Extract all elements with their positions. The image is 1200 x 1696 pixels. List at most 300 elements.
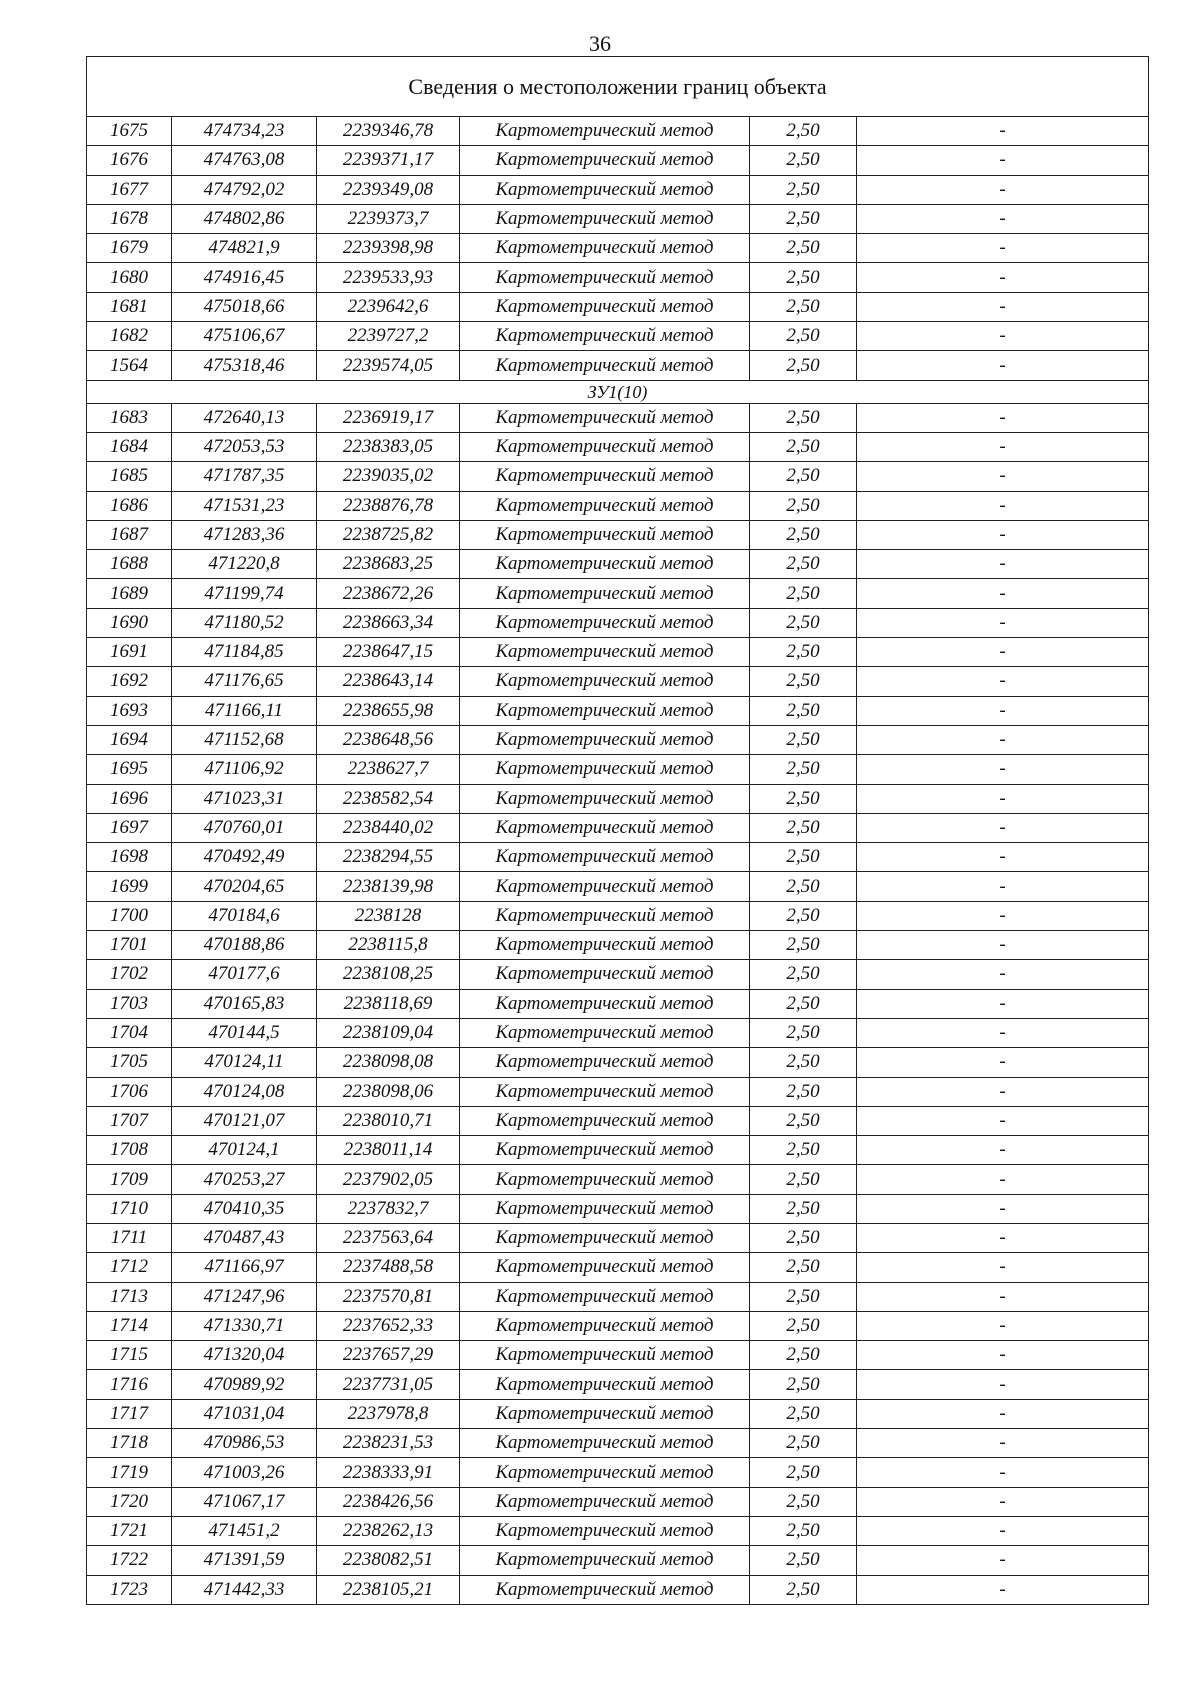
x-coordinate-cell: 471442,33 xyxy=(172,1575,317,1604)
y-coordinate-cell: 2238109,04 xyxy=(317,1018,460,1047)
table-row xyxy=(87,1311,1149,1340)
y-coordinate-cell: 2238128 xyxy=(317,901,460,930)
y-coordinate-cell: 2238663,34 xyxy=(317,608,460,637)
point-number-cell: 1692 xyxy=(87,667,172,696)
method-cell: Картометрический метод xyxy=(460,403,750,432)
y-coordinate-cell: 2238108,25 xyxy=(317,960,460,989)
description-cell: - xyxy=(857,989,1149,1018)
table-row xyxy=(87,901,1149,930)
point-number-cell: 1682 xyxy=(87,322,172,351)
table-row xyxy=(87,608,1149,637)
method-cell: Картометрический метод xyxy=(460,1311,750,1340)
x-coordinate-cell: 470124,08 xyxy=(172,1077,317,1106)
point-number-cell: 1687 xyxy=(87,520,172,549)
x-coordinate-cell: 471451,2 xyxy=(172,1516,317,1545)
accuracy-cell: 2,50 xyxy=(750,755,857,784)
point-number-cell: 1702 xyxy=(87,960,172,989)
point-number-cell: 1717 xyxy=(87,1399,172,1428)
x-coordinate-cell: 470253,27 xyxy=(172,1165,317,1194)
y-coordinate-cell: 2238105,21 xyxy=(317,1575,460,1604)
x-coordinate-cell: 470760,01 xyxy=(172,813,317,842)
x-coordinate-cell: 471166,11 xyxy=(172,696,317,725)
point-number-cell: 1693 xyxy=(87,696,172,725)
x-coordinate-cell: 470204,65 xyxy=(172,872,317,901)
x-coordinate-cell: 470121,07 xyxy=(172,1106,317,1135)
method-cell: Картометрический метод xyxy=(460,1399,750,1428)
description-cell: - xyxy=(857,1077,1149,1106)
method-cell: Картометрический метод xyxy=(460,351,750,380)
description-cell: - xyxy=(857,931,1149,960)
y-coordinate-cell: 2239398,98 xyxy=(317,234,460,263)
y-coordinate-cell: 2238118,69 xyxy=(317,989,460,1018)
table-row xyxy=(87,784,1149,813)
method-cell: Картометрический метод xyxy=(460,1282,750,1311)
accuracy-cell: 2,50 xyxy=(750,1223,857,1252)
method-cell: Картометрический метод xyxy=(460,1341,750,1370)
table-row xyxy=(87,813,1149,842)
accuracy-cell: 2,50 xyxy=(750,175,857,204)
table-row xyxy=(87,403,1149,432)
table-row xyxy=(87,1106,1149,1135)
accuracy-cell: 2,50 xyxy=(750,1429,857,1458)
accuracy-cell: 2,50 xyxy=(750,204,857,233)
method-cell: Картометрический метод xyxy=(460,1516,750,1545)
accuracy-cell: 2,50 xyxy=(750,872,857,901)
table-row xyxy=(87,520,1149,549)
table-row xyxy=(87,550,1149,579)
y-coordinate-cell: 2238426,56 xyxy=(317,1487,460,1516)
point-number-cell: 1699 xyxy=(87,872,172,901)
description-cell: - xyxy=(857,263,1149,292)
x-coordinate-cell: 470986,53 xyxy=(172,1429,317,1458)
section-label: ЗУ1(10) xyxy=(87,380,1149,403)
point-number-cell: 1705 xyxy=(87,1048,172,1077)
x-coordinate-cell: 475318,46 xyxy=(172,351,317,380)
x-coordinate-cell: 471067,17 xyxy=(172,1487,317,1516)
table-row xyxy=(87,1136,1149,1165)
description-cell: - xyxy=(857,1282,1149,1311)
accuracy-cell: 2,50 xyxy=(750,1575,857,1604)
point-number-cell: 1712 xyxy=(87,1253,172,1282)
description-cell: - xyxy=(857,1487,1149,1516)
method-cell: Картометрический метод xyxy=(460,931,750,960)
description-cell: - xyxy=(857,901,1149,930)
y-coordinate-cell: 2238115,8 xyxy=(317,931,460,960)
x-coordinate-cell: 470165,83 xyxy=(172,989,317,1018)
table-row xyxy=(87,989,1149,1018)
description-cell: - xyxy=(857,1516,1149,1545)
point-number-cell: 1708 xyxy=(87,1136,172,1165)
x-coordinate-cell: 474821,9 xyxy=(172,234,317,263)
point-number-cell: 1707 xyxy=(87,1106,172,1135)
accuracy-cell: 2,50 xyxy=(750,1458,857,1487)
accuracy-cell: 2,50 xyxy=(750,1546,857,1575)
x-coordinate-cell: 470989,92 xyxy=(172,1370,317,1399)
y-coordinate-cell: 2238010,71 xyxy=(317,1106,460,1135)
y-coordinate-cell: 2239574,05 xyxy=(317,351,460,380)
point-number-cell: 1675 xyxy=(87,117,172,146)
table-row xyxy=(87,872,1149,901)
table-row xyxy=(87,175,1149,204)
description-cell: - xyxy=(857,755,1149,784)
method-cell: Картометрический метод xyxy=(460,989,750,1018)
description-cell: - xyxy=(857,638,1149,667)
point-number-cell: 1685 xyxy=(87,462,172,491)
y-coordinate-cell: 2238672,26 xyxy=(317,579,460,608)
accuracy-cell: 2,50 xyxy=(750,784,857,813)
table-row xyxy=(87,579,1149,608)
description-cell: - xyxy=(857,696,1149,725)
point-number-cell: 1691 xyxy=(87,638,172,667)
table-body xyxy=(87,57,1149,1605)
description-cell: - xyxy=(857,1399,1149,1428)
table-row xyxy=(87,432,1149,461)
section-row xyxy=(87,380,1149,403)
table-row xyxy=(87,462,1149,491)
x-coordinate-cell: 471391,59 xyxy=(172,1546,317,1575)
accuracy-cell: 2,50 xyxy=(750,696,857,725)
y-coordinate-cell: 2238383,05 xyxy=(317,432,460,461)
accuracy-cell: 2,50 xyxy=(750,234,857,263)
boundary-coordinates-table xyxy=(86,56,1149,1605)
table-row xyxy=(87,1165,1149,1194)
x-coordinate-cell: 472640,13 xyxy=(172,403,317,432)
description-cell: - xyxy=(857,403,1149,432)
table-row xyxy=(87,931,1149,960)
y-coordinate-cell: 2237832,7 xyxy=(317,1194,460,1223)
accuracy-cell: 2,50 xyxy=(750,1194,857,1223)
y-coordinate-cell: 2237563,64 xyxy=(317,1223,460,1252)
table-row xyxy=(87,960,1149,989)
x-coordinate-cell: 471023,31 xyxy=(172,784,317,813)
description-cell: - xyxy=(857,520,1149,549)
table-row xyxy=(87,1018,1149,1047)
y-coordinate-cell: 2239035,02 xyxy=(317,462,460,491)
accuracy-cell: 2,50 xyxy=(750,1399,857,1428)
method-cell: Картометрический метод xyxy=(460,608,750,637)
y-coordinate-cell: 2238683,25 xyxy=(317,550,460,579)
method-cell: Картометрический метод xyxy=(460,1048,750,1077)
description-cell: - xyxy=(857,1311,1149,1340)
table-row xyxy=(87,1487,1149,1516)
point-number-cell: 1678 xyxy=(87,204,172,233)
point-number-cell: 1564 xyxy=(87,351,172,380)
x-coordinate-cell: 471003,26 xyxy=(172,1458,317,1487)
table-row xyxy=(87,292,1149,321)
accuracy-cell: 2,50 xyxy=(750,520,857,549)
point-number-cell: 1720 xyxy=(87,1487,172,1516)
x-coordinate-cell: 470410,35 xyxy=(172,1194,317,1223)
y-coordinate-cell: 2238440,02 xyxy=(317,813,460,842)
y-coordinate-cell: 2238643,14 xyxy=(317,667,460,696)
method-cell: Картометрический метод xyxy=(460,1194,750,1223)
method-cell: Картометрический метод xyxy=(460,263,750,292)
point-number-cell: 1706 xyxy=(87,1077,172,1106)
point-number-cell: 1714 xyxy=(87,1311,172,1340)
method-cell: Картометрический метод xyxy=(460,1077,750,1106)
description-cell: - xyxy=(857,146,1149,175)
method-cell: Картометрический метод xyxy=(460,1106,750,1135)
point-number-cell: 1709 xyxy=(87,1165,172,1194)
x-coordinate-cell: 470124,1 xyxy=(172,1136,317,1165)
point-number-cell: 1715 xyxy=(87,1341,172,1370)
table-row xyxy=(87,146,1149,175)
table-row xyxy=(87,351,1149,380)
y-coordinate-cell: 2237978,8 xyxy=(317,1399,460,1428)
description-cell: - xyxy=(857,175,1149,204)
description-cell: - xyxy=(857,579,1149,608)
point-number-cell: 1703 xyxy=(87,989,172,1018)
table-row xyxy=(87,667,1149,696)
point-number-cell: 1723 xyxy=(87,1575,172,1604)
y-coordinate-cell: 2238725,82 xyxy=(317,520,460,549)
description-cell: - xyxy=(857,1136,1149,1165)
table-row xyxy=(87,638,1149,667)
method-cell: Картометрический метод xyxy=(460,146,750,175)
y-coordinate-cell: 2238098,08 xyxy=(317,1048,460,1077)
accuracy-cell: 2,50 xyxy=(750,1516,857,1545)
description-cell: - xyxy=(857,1106,1149,1135)
accuracy-cell: 2,50 xyxy=(750,432,857,461)
method-cell: Картометрический метод xyxy=(460,234,750,263)
accuracy-cell: 2,50 xyxy=(750,638,857,667)
y-coordinate-cell: 2238333,91 xyxy=(317,1458,460,1487)
x-coordinate-cell: 474734,23 xyxy=(172,117,317,146)
point-number-cell: 1719 xyxy=(87,1458,172,1487)
table-row xyxy=(87,1575,1149,1604)
y-coordinate-cell: 2238011,14 xyxy=(317,1136,460,1165)
accuracy-cell: 2,50 xyxy=(750,1018,857,1047)
x-coordinate-cell: 475018,66 xyxy=(172,292,317,321)
x-coordinate-cell: 471176,65 xyxy=(172,667,317,696)
x-coordinate-cell: 474792,02 xyxy=(172,175,317,204)
point-number-cell: 1679 xyxy=(87,234,172,263)
page-number: 36 xyxy=(589,31,611,56)
point-number-cell: 1718 xyxy=(87,1429,172,1458)
accuracy-cell: 2,50 xyxy=(750,901,857,930)
x-coordinate-cell: 474763,08 xyxy=(172,146,317,175)
description-cell: - xyxy=(857,960,1149,989)
point-number-cell: 1689 xyxy=(87,579,172,608)
accuracy-cell: 2,50 xyxy=(750,1165,857,1194)
x-coordinate-cell: 471031,04 xyxy=(172,1399,317,1428)
point-number-cell: 1711 xyxy=(87,1223,172,1252)
description-cell: - xyxy=(857,813,1149,842)
x-coordinate-cell: 470492,49 xyxy=(172,843,317,872)
y-coordinate-cell: 2236919,17 xyxy=(317,403,460,432)
point-number-cell: 1704 xyxy=(87,1018,172,1047)
table-row xyxy=(87,1223,1149,1252)
x-coordinate-cell: 472053,53 xyxy=(172,432,317,461)
method-cell: Картометрический метод xyxy=(460,725,750,754)
point-number-cell: 1713 xyxy=(87,1282,172,1311)
description-cell: - xyxy=(857,1165,1149,1194)
table-row xyxy=(87,696,1149,725)
description-cell: - xyxy=(857,1253,1149,1282)
y-coordinate-cell: 2237570,81 xyxy=(317,1282,460,1311)
x-coordinate-cell: 475106,67 xyxy=(172,322,317,351)
y-coordinate-cell: 2237902,05 xyxy=(317,1165,460,1194)
x-coordinate-cell: 471320,04 xyxy=(172,1341,317,1370)
x-coordinate-cell: 471166,97 xyxy=(172,1253,317,1282)
point-number-cell: 1716 xyxy=(87,1370,172,1399)
accuracy-cell: 2,50 xyxy=(750,550,857,579)
description-cell: - xyxy=(857,351,1149,380)
point-number-cell: 1710 xyxy=(87,1194,172,1223)
y-coordinate-cell: 2238648,56 xyxy=(317,725,460,754)
table-row xyxy=(87,843,1149,872)
description-cell: - xyxy=(857,322,1149,351)
description-cell: - xyxy=(857,1458,1149,1487)
method-cell: Картометрический метод xyxy=(460,872,750,901)
method-cell: Картометрический метод xyxy=(460,1458,750,1487)
accuracy-cell: 2,50 xyxy=(750,931,857,960)
table-title: Сведения о местоположении границ объекта xyxy=(87,57,1149,117)
y-coordinate-cell: 2238647,15 xyxy=(317,638,460,667)
y-coordinate-cell: 2237731,05 xyxy=(317,1370,460,1399)
x-coordinate-cell: 471283,36 xyxy=(172,520,317,549)
y-coordinate-cell: 2238294,55 xyxy=(317,843,460,872)
y-coordinate-cell: 2238655,98 xyxy=(317,696,460,725)
accuracy-cell: 2,50 xyxy=(750,667,857,696)
point-number-cell: 1677 xyxy=(87,175,172,204)
method-cell: Картометрический метод xyxy=(460,960,750,989)
description-cell: - xyxy=(857,667,1149,696)
point-number-cell: 1696 xyxy=(87,784,172,813)
accuracy-cell: 2,50 xyxy=(750,146,857,175)
x-coordinate-cell: 471531,23 xyxy=(172,491,317,520)
description-cell: - xyxy=(857,1341,1149,1370)
x-coordinate-cell: 471247,96 xyxy=(172,1282,317,1311)
accuracy-cell: 2,50 xyxy=(750,403,857,432)
point-number-cell: 1721 xyxy=(87,1516,172,1545)
accuracy-cell: 2,50 xyxy=(750,813,857,842)
x-coordinate-cell: 470177,6 xyxy=(172,960,317,989)
description-cell: - xyxy=(857,1575,1149,1604)
y-coordinate-cell: 2238231,53 xyxy=(317,1429,460,1458)
x-coordinate-cell: 470487,43 xyxy=(172,1223,317,1252)
method-cell: Картометрический метод xyxy=(460,843,750,872)
x-coordinate-cell: 470188,86 xyxy=(172,931,317,960)
method-cell: Картометрический метод xyxy=(460,1429,750,1458)
table-row xyxy=(87,1253,1149,1282)
y-coordinate-cell: 2237657,29 xyxy=(317,1341,460,1370)
accuracy-cell: 2,50 xyxy=(750,725,857,754)
method-cell: Картометрический метод xyxy=(460,1136,750,1165)
table-row xyxy=(87,117,1149,146)
accuracy-cell: 2,50 xyxy=(750,292,857,321)
point-number-cell: 1680 xyxy=(87,263,172,292)
description-cell: - xyxy=(857,1546,1149,1575)
y-coordinate-cell: 2239727,2 xyxy=(317,322,460,351)
method-cell: Картометрический метод xyxy=(460,638,750,667)
description-cell: - xyxy=(857,432,1149,461)
method-cell: Картометрический метод xyxy=(460,755,750,784)
y-coordinate-cell: 2238876,78 xyxy=(317,491,460,520)
y-coordinate-cell: 2239371,17 xyxy=(317,146,460,175)
x-coordinate-cell: 470184,6 xyxy=(172,901,317,930)
description-cell: - xyxy=(857,1223,1149,1252)
table-row xyxy=(87,1282,1149,1311)
x-coordinate-cell: 471106,92 xyxy=(172,755,317,784)
y-coordinate-cell: 2238139,98 xyxy=(317,872,460,901)
method-cell: Картометрический метод xyxy=(460,667,750,696)
table-row xyxy=(87,1516,1149,1545)
table-row xyxy=(87,263,1149,292)
description-cell: - xyxy=(857,608,1149,637)
y-coordinate-cell: 2239642,6 xyxy=(317,292,460,321)
accuracy-cell: 2,50 xyxy=(750,843,857,872)
accuracy-cell: 2,50 xyxy=(750,1077,857,1106)
method-cell: Картометрический метод xyxy=(460,1223,750,1252)
accuracy-cell: 2,50 xyxy=(750,1487,857,1516)
y-coordinate-cell: 2239349,08 xyxy=(317,175,460,204)
description-cell: - xyxy=(857,117,1149,146)
table-row xyxy=(87,1048,1149,1077)
point-number-cell: 1697 xyxy=(87,813,172,842)
point-number-cell: 1695 xyxy=(87,755,172,784)
method-cell: Картометрический метод xyxy=(460,1575,750,1604)
description-cell: - xyxy=(857,1048,1149,1077)
x-coordinate-cell: 471330,71 xyxy=(172,1311,317,1340)
description-cell: - xyxy=(857,292,1149,321)
description-cell: - xyxy=(857,1429,1149,1458)
y-coordinate-cell: 2238582,54 xyxy=(317,784,460,813)
description-cell: - xyxy=(857,784,1149,813)
table-row xyxy=(87,204,1149,233)
accuracy-cell: 2,50 xyxy=(750,1136,857,1165)
method-cell: Картометрический метод xyxy=(460,813,750,842)
x-coordinate-cell: 470124,11 xyxy=(172,1048,317,1077)
accuracy-cell: 2,50 xyxy=(750,491,857,520)
method-cell: Картометрический метод xyxy=(460,204,750,233)
description-cell: - xyxy=(857,491,1149,520)
x-coordinate-cell: 471787,35 xyxy=(172,462,317,491)
table-row xyxy=(87,1399,1149,1428)
y-coordinate-cell: 2239346,78 xyxy=(317,117,460,146)
method-cell: Картометрический метод xyxy=(460,491,750,520)
accuracy-cell: 2,50 xyxy=(750,117,857,146)
point-number-cell: 1681 xyxy=(87,292,172,321)
accuracy-cell: 2,50 xyxy=(750,1048,857,1077)
x-coordinate-cell: 471152,68 xyxy=(172,725,317,754)
table-row xyxy=(87,491,1149,520)
y-coordinate-cell: 2239533,93 xyxy=(317,263,460,292)
description-cell: - xyxy=(857,725,1149,754)
accuracy-cell: 2,50 xyxy=(750,989,857,1018)
accuracy-cell: 2,50 xyxy=(750,351,857,380)
table-row xyxy=(87,1194,1149,1223)
table-row xyxy=(87,1429,1149,1458)
point-number-cell: 1701 xyxy=(87,931,172,960)
x-coordinate-cell: 471220,8 xyxy=(172,550,317,579)
method-cell: Картометрический метод xyxy=(460,1487,750,1516)
description-cell: - xyxy=(857,462,1149,491)
description-cell: - xyxy=(857,234,1149,263)
method-cell: Картометрический метод xyxy=(460,901,750,930)
point-number-cell: 1700 xyxy=(87,901,172,930)
table-row xyxy=(87,755,1149,784)
method-cell: Картометрический метод xyxy=(460,520,750,549)
accuracy-cell: 2,50 xyxy=(750,263,857,292)
point-number-cell: 1684 xyxy=(87,432,172,461)
method-cell: Картометрический метод xyxy=(460,1018,750,1047)
method-cell: Картометрический метод xyxy=(460,579,750,608)
x-coordinate-cell: 471199,74 xyxy=(172,579,317,608)
table-row xyxy=(87,1458,1149,1487)
y-coordinate-cell: 2239373,7 xyxy=(317,204,460,233)
accuracy-cell: 2,50 xyxy=(750,1370,857,1399)
